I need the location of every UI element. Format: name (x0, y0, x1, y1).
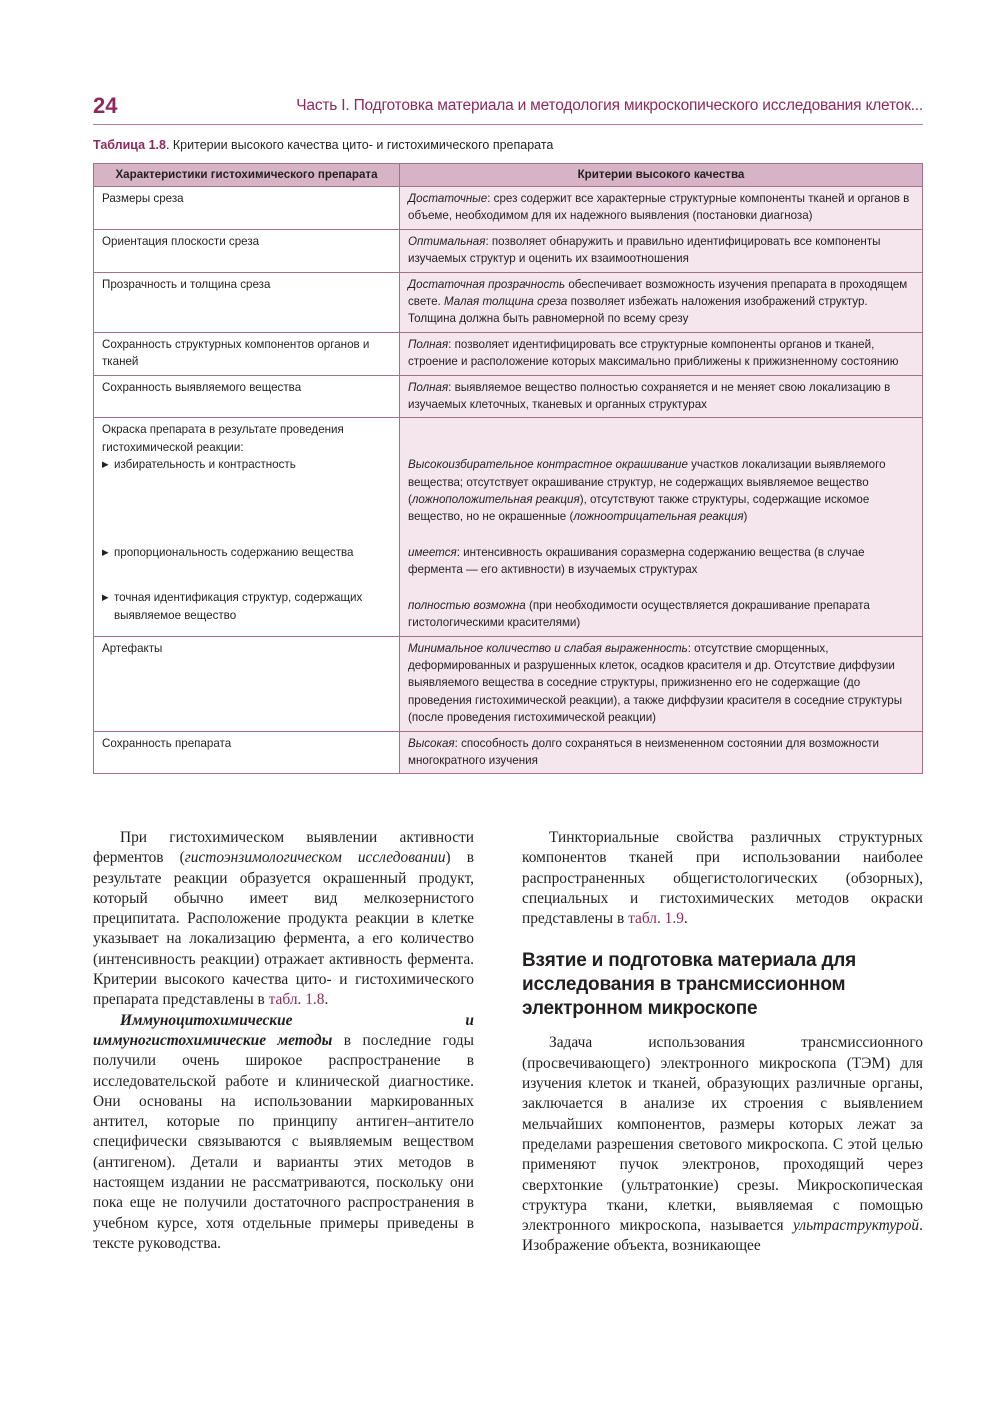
column-header-characteristics: Характеристики гистохимического препарата (94, 164, 400, 187)
staining-intro: Окраска препарата в результате проведения гистохимической реакции: (102, 423, 344, 454)
table-row (94, 229, 923, 272)
paragraph-text: . (683, 910, 688, 928)
left-text-column (93, 828, 474, 1254)
criterion-term: Оптимальная (408, 234, 486, 248)
criterion-text: : позволяет идентифицировать все структурные компоненты органов и тканей, строение и расположение которых максимально приближены к прижизненному состоянию (408, 337, 899, 369)
running-head (93, 93, 923, 121)
table-header-row (94, 164, 923, 187)
criterion-text: ) (743, 510, 748, 524)
staining-criterion-proportionality (408, 544, 916, 579)
criterion-term: полностью возможна (408, 598, 526, 612)
staining-criterion-selectivity (408, 456, 916, 526)
table-cell-characteristic: Прозрачность и толщина среза (94, 272, 400, 332)
paragraph-text: Задача использования трансмиссионного (просвечивающего) электронного микроскопа (ТЭМ) для изучения клеток и тканей, образующих различные органы, заключается в анализе их строения с выявлением мельчайших компонентов, размеры которых лежат за пределами разрешения светового микроскопа. С этой целью применяют пучок электронов, проходящий через сверхтонкие (ультратонкие) срезы. Микроскопическая структура ткани, клетки, выявляемая с помощью электронного микроскопа, называется (522, 1034, 923, 1235)
criterion-text: обеспечивает возможность изучения препарата в проходящем свете. (408, 277, 908, 309)
criterion-term: Минимальное количество и слабая выраженность (408, 641, 688, 655)
table-cell-characteristic: Сохранность выявляемого вещества (94, 375, 400, 418)
running-title: Часть I. Подготовка материала и методология микроскопического исследования клеток... (296, 97, 923, 114)
paragraph-text: Тинкториальные свойства различных структурных компонентов тканей при использовании наиболее распространенных общегистологических (обзорных), специальных и гистохимических методов окраски представлены в (522, 829, 923, 928)
table-reference-link[interactable]: табл. 1.9 (628, 910, 684, 928)
table-cell-criterion (400, 418, 923, 636)
section-heading: Взятие и подготовка материала для исследования в трансмиссионном электронном микроскопе (522, 950, 857, 1020)
criterion-term: Полная (408, 337, 449, 351)
table-caption-text: . Критерии высокого качества цито- и гистохимического препарата (165, 138, 554, 152)
criterion-term: Полная (408, 380, 449, 394)
staining-criterion-identification (408, 597, 916, 632)
table-row-staining (94, 418, 923, 636)
table-cell-criterion (400, 731, 923, 774)
criterion-term: Высокая (408, 736, 455, 750)
paragraph-text: ) в результате реакции образуется окрашенный продукт, который обычно имеет вид мелкозернистого преципитата. Расположение продукта реакции в клетке указывает на локализацию фермента, а его количество (интенсивность реакции) отражает активность фермента. Критерии высокого качества цито- и гистохимического препарата представлены в (93, 849, 474, 1009)
table-caption (93, 136, 553, 154)
criterion-text: позволяет избежать наложения изображений структур. Толщина должна быть равномерной по всему срезу (408, 295, 868, 326)
table-row (94, 272, 923, 332)
table-cell-characteristic: Размеры среза (94, 187, 400, 230)
staining-sub-selectivity: ▶ избирательность и контрастность (102, 456, 393, 473)
paragraph-emphasis: ультраструктурой (792, 1217, 920, 1235)
paragraph (522, 828, 923, 929)
right-text-column (522, 828, 923, 1257)
paragraph-text: При гистохимическом выявлении активности ферментов ( (93, 829, 474, 867)
criterion-text: : позволяет обнаружить и правильно идентифицировать все компоненты изучаемых структур и оценить их взаимоотношения (408, 234, 881, 266)
paragraph (522, 1033, 923, 1256)
paragraph-text: . (324, 991, 329, 1009)
table-reference-link[interactable]: табл. 1.8 (268, 991, 325, 1009)
column-header-criteria: Критерии высокого качества (400, 164, 923, 187)
table-cell-characteristic: Артефакты (94, 636, 400, 731)
table-cell-criterion (400, 187, 923, 230)
paragraph (93, 1011, 474, 1255)
table-cell-characteristic: Сохранность структурных компонентов органов и тканей (94, 332, 400, 375)
table-cell-characteristic: Ориентация плоскости среза (94, 229, 400, 272)
table-caption-label: Таблица 1.8 (93, 138, 166, 152)
criterion-text: (при необходимости осуществляется докрашивание препарата гистологическими красителями) (408, 598, 870, 630)
table-cell-criterion (400, 636, 923, 731)
criterion-term: Малая толщина среза (443, 295, 568, 309)
table-cell-characteristic: Сохранность препарата (94, 731, 400, 774)
table-row (94, 187, 923, 230)
paragraph-term: Иммуноцитохимические и иммуногистохимические методы (93, 1011, 474, 1049)
table-cell-criterion (400, 375, 923, 418)
page-number: 24 (93, 93, 118, 118)
table-cell-criterion (400, 229, 923, 272)
criterion-text: : срез содержит все характерные структурные компоненты тканей и органов в объеме, необходимом для их надежного выявления (постановки диагноза) (408, 192, 910, 223)
criteria-table (93, 163, 923, 774)
table-row (94, 636, 923, 731)
table-cell-criterion (400, 332, 923, 375)
table-cell-characteristic (94, 418, 400, 636)
paragraph-emphasis: гистоэнзимологическом исследовании (184, 849, 446, 867)
staining-sub-identification: ▶ точная идентификация структур, содержащих выявляемое вещество (102, 589, 393, 624)
table-row (94, 375, 923, 418)
criterion-text: ), отсутствуют также структуры, содержащие искомое вещество, но не окрашенные ( (408, 493, 870, 524)
criterion-term: Высокоизбирательное контрастное окрашивание (408, 458, 688, 472)
criterion-text: : способность долго сохраняться в неизмененном состоянии для возможности многократного изучения (408, 736, 880, 767)
paragraph (93, 828, 474, 1011)
criterion-term: имеется (408, 545, 457, 559)
paragraph-text: в последние годы получили очень широкое распространение в исследовательской работе и клинической диагностике. Они основаны на использовании маркированных антител, которые по принципу антиген–антитело специфически связываются с выявляемым веществом (антигеном). Детали и варианты этих методов в настоящем издании не рассматриваются, поскольку они пока еще не получили достаточного распространения в учебном курсе, хотя отдельные примеры приведены в тексте руководства. (93, 1031, 474, 1252)
table-row (94, 332, 923, 375)
criterion-text: : отсутствие сморщенных, деформированных и разрушенных клеток, осадков красителя и др. Отсутствие диффузии выявляемого вещества в соседние структуры, прижизненно его не содержащие (до проведения гистохимической реакции), а также диффузии красителя в соседние структуры (после проведения гистохимической реакции) (408, 641, 903, 725)
staining-sub-proportionality: ▶ пропорциональность содержанию вещества (102, 544, 393, 561)
criterion-text: : выявляемое вещество полностью сохраняется и не меняет свою локализацию в изучаемых клеточных, тканевых и органных структурах (408, 380, 891, 412)
criterion-term: ложноположительная реакция (411, 493, 580, 507)
criterion-term: ложноотрицательная реакция (573, 510, 744, 524)
table-cell-criterion (400, 272, 923, 332)
criterion-term: Достаточная прозрачность (408, 277, 566, 291)
header-rule (93, 124, 923, 125)
criterion-text: : интенсивность окрашивания соразмерна содержанию вещества (в случае фермента — его активности) в изучаемых структурах (408, 545, 865, 577)
criterion-text: участков локализации выявляемого вещества; отсутствует окрашивание структур, не содержащих выявляемое вещество ( (408, 458, 886, 507)
criterion-term: Достаточные (408, 192, 488, 205)
table-row (94, 731, 923, 774)
paragraph-text: . Изображение объекта, возникающее (522, 1217, 923, 1255)
